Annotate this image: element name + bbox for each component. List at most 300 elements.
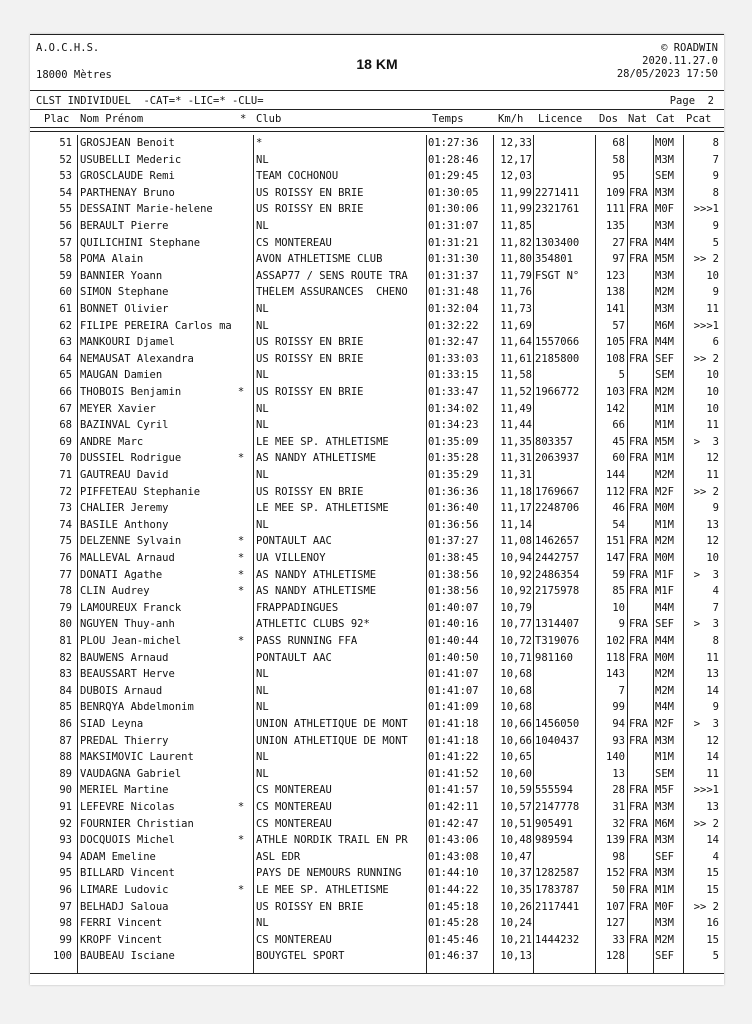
cell-pcat: >> 2 [693,485,719,498]
cell-pcat: 13 [706,801,719,813]
cell-cat: M1F [655,585,674,598]
cell-plac: 73 [59,502,72,515]
cell-temps: 01:29:45 [428,170,479,183]
cell-plac: 63 [59,336,72,349]
cell-nat: FRA [629,236,648,249]
column-headers [30,112,724,126]
cell-pcat: 10 [706,402,719,415]
cell-temps: 01:36:36 [428,485,479,498]
table-row [30,533,724,550]
cell-nat: FRA [629,452,648,465]
cell-nom: GAUTREAU David [80,469,169,481]
cell-temps: 01:32:22 [428,319,479,332]
cell-nom: BONNET Olivier [80,303,169,315]
table-row [30,351,724,368]
cell-nat: FRA [629,884,648,896]
cell-dos: 98 [612,850,625,863]
cell-kmh: 11,61 [500,352,532,365]
table-row [30,699,724,716]
cell-nom: MAKSIMOVIC Laurent [80,751,194,764]
results-sheet [30,34,724,985]
cell-cat: M6M [655,817,674,830]
cell-temps: 01:31:37 [428,269,479,282]
cell-kmh: 10,48 [500,834,532,847]
cell-club: LE MEE SP. ATHLETISME [256,502,389,515]
cell-kmh: 11,73 [500,303,532,315]
cell-nom: DUBOIS Arnaud [80,684,163,697]
cell-cat: M4M [655,635,674,647]
cell-pcat: 14 [706,751,719,764]
cell-pcat: 16 [706,917,719,930]
cell-dos: 112 [606,485,625,498]
cell-kmh: 11,79 [500,269,532,282]
cell-cat: M0M [655,137,674,149]
cell-club: US ROISSY EN BRIE [256,352,364,365]
cell-kmh: 11,99 [500,186,532,199]
table-row [30,417,724,434]
cell-licence: 1282587 [535,867,580,880]
cell-kmh: 11,08 [500,535,532,548]
cell-temps: 01:30:05 [428,186,479,199]
table-row [30,334,724,351]
cell-plac: 60 [59,286,72,299]
cell-cat: M4M [655,601,674,614]
cell-nom: PLOU Jean-michel [80,635,182,647]
cell-licence: 1040437 [535,734,580,747]
cell-plac: 77 [59,568,72,581]
col-club: Club [256,113,282,125]
cell-plac: 51 [59,137,72,149]
cell-club: CS MONTEREAU [256,236,332,249]
table-row [30,683,724,700]
cell-licence: 803357 [535,435,573,448]
cell-temps: 01:32:04 [428,303,479,315]
cell-nat: FRA [629,336,648,349]
cell-kmh: 10,26 [500,900,532,913]
filter-line: CLST INDIVIDUEL -CAT=* -LIC=* -CLU= [36,95,264,107]
cell-pcat: >> 2 [693,900,719,913]
cell-cat: M3M [655,917,674,930]
cell-pcat: 9 [712,502,719,515]
cell-club: AS NANDY ATHLETISME [256,452,377,465]
cell-dos: 58 [612,153,625,166]
cell-pcat: 12 [706,734,719,747]
cell-kmh: 11,17 [500,502,532,515]
cell-temps: 01:31:48 [428,286,479,299]
cell-star: * [237,884,245,896]
cell-licence: 1462657 [535,535,580,548]
cell-plac: 58 [59,253,72,266]
cell-plac: 82 [59,651,72,664]
cell-nat: FRA [629,834,648,847]
table-row [30,268,724,285]
cell-nom: ADAM Emeline [80,850,156,863]
cell-pcat: >>>1 [693,319,719,332]
cell-kmh: 12,17 [500,153,532,166]
cell-nom: LIMARE Ludovic [80,884,169,896]
cell-nat: FRA [629,734,648,747]
cell-pcat: 11 [706,767,719,780]
cell-nom: BAUBEAU Isciane [80,950,175,963]
cell-pcat: 10 [706,269,719,282]
cell-cat: M4M [655,336,674,349]
cell-temps: 01:40:07 [428,601,479,614]
cell-pcat: 11 [706,419,719,432]
cell-plac: 85 [59,701,72,714]
cell-licence: 1783787 [535,884,580,896]
cell-plac: 74 [59,518,72,531]
cell-nom: LEFEVRE Nicolas [80,801,175,813]
cell-cat: M1M [655,402,674,415]
cell-plac: 54 [59,186,72,199]
table-row [30,450,724,467]
cell-kmh: 11,35 [500,435,532,448]
cell-nom: CHALIER Jeremy [80,502,169,515]
cell-kmh: 10,66 [500,734,532,747]
cell-nom: ANDRE Marc [80,435,144,448]
cell-club: FRAPPADINGUES [256,601,339,614]
cell-temps: 01:38:56 [428,585,479,598]
cell-nat: FRA [629,485,648,498]
cell-club: UNION ATHLETIQUE DE MONT [256,718,408,730]
cell-cat: M1M [655,518,674,531]
cell-licence: 1314407 [535,618,580,631]
table-row [30,666,724,683]
table-row [30,832,724,849]
cell-pcat: >> 2 [693,817,719,830]
cell-plac: 71 [59,469,72,481]
cell-temps: 01:31:30 [428,253,479,266]
col-kmh: Km/h [498,113,524,125]
cell-plac: 61 [59,303,72,315]
cell-pcat: 5 [712,236,719,249]
header-rule [30,90,724,91]
cell-club: ASL EDR [256,850,301,863]
cell-kmh: 12,33 [500,137,532,149]
cell-nom: NGUYEN Thuy-anh [80,618,175,631]
cell-plac: 69 [59,435,72,448]
cell-nom: BASILE Anthony [80,518,169,531]
cell-temps: 01:41:22 [428,751,479,764]
cell-kmh: 11,80 [500,253,532,266]
cell-club: NL [256,684,269,697]
cell-club: PASS RUNNING FFA [256,635,358,647]
cell-dos: 128 [606,950,625,963]
cell-pcat: > 3 [693,618,719,631]
cell-kmh: 10,68 [500,668,532,681]
cell-nom: DOCQUOIS Michel [80,834,175,847]
cell-plac: 89 [59,767,72,780]
table-row [30,550,724,567]
cell-cat: M4M [655,236,674,249]
cell-nom: VAUDAGNA Gabriel [80,767,182,780]
cell-licence: 905491 [535,817,573,830]
cell-temps: 01:35:29 [428,469,479,481]
cell-temps: 01:41:09 [428,701,479,714]
cell-temps: 01:44:22 [428,884,479,896]
cell-plac: 76 [59,552,72,564]
cell-club: ATHLE NORDIK TRAIL EN PR [256,834,408,847]
cell-dos: 28 [612,784,625,797]
cell-nat: FRA [629,867,648,880]
table-row [30,633,724,650]
cell-temps: 01:46:37 [428,950,479,963]
cell-nom: FERRI Vincent [80,917,163,930]
cell-kmh: 10,47 [500,850,532,863]
cell-licence: 1966772 [535,386,580,398]
cell-temps: 01:28:46 [428,153,479,166]
cell-kmh: 10,57 [500,801,532,813]
cell-plac: 80 [59,618,72,631]
cell-plac: 99 [59,933,72,946]
cell-temps: 01:37:27 [428,535,479,548]
cell-pcat: 12 [706,452,719,465]
cell-nom: MANKOURI Djamel [80,336,175,349]
cell-kmh: 11,49 [500,402,532,415]
cell-kmh: 12,03 [500,170,532,183]
cell-nom: BELHADJ Saloua [80,900,169,913]
cell-club: US ROISSY EN BRIE [256,386,364,398]
cell-plac: 96 [59,884,72,896]
table-row [30,716,724,733]
cell-licence: 555594 [535,784,573,797]
cell-licence: 1444232 [535,933,580,946]
cell-club: CS MONTEREAU [256,933,332,946]
cell-club: ASSAP77 / SENS ROUTE TRA [256,269,408,282]
cell-dos: 85 [612,585,625,598]
table-row [30,467,724,484]
cell-star: * [237,585,245,598]
cell-dos: 93 [612,734,625,747]
table-row [30,384,724,401]
cell-cat: SEM [655,767,674,780]
cell-club: US ROISSY EN BRIE [256,203,364,216]
cell-pcat: 8 [712,137,719,149]
table-row [30,218,724,235]
cell-temps: 01:33:47 [428,386,479,398]
col-star: * [240,113,247,125]
cell-kmh: 11,69 [500,319,532,332]
cell-kmh: 10,35 [500,884,532,896]
cell-pcat: 9 [712,286,719,299]
cell-club: NL [256,767,269,780]
cell-pcat: 7 [712,153,719,166]
cell-cat: M3M [655,220,674,232]
cell-nat: FRA [629,900,648,913]
table-row [30,915,724,932]
cell-temps: 01:41:52 [428,767,479,780]
cell-licence: 2117441 [535,900,580,913]
cell-temps: 01:34:02 [428,402,479,415]
cell-club: NL [256,469,269,481]
cell-nom: LAMOUREUX Franck [80,601,182,614]
cell-nat: FRA [629,718,648,730]
cell-cat: M5F [655,784,674,797]
cell-kmh: 10,68 [500,701,532,714]
cell-nat: FRA [629,535,648,548]
cell-kmh: 10,65 [500,751,532,764]
cell-licence: 2248706 [535,502,580,515]
top-rule [30,34,724,35]
cell-dos: 141 [606,303,625,315]
cell-temps: 01:33:15 [428,369,479,382]
cell-dos: 10 [612,601,625,614]
cell-nom: CLIN Audrey [80,585,150,598]
cell-club: CS MONTEREAU [256,784,332,797]
cell-dos: 123 [606,269,625,282]
cell-dos: 32 [612,817,625,830]
cell-nom: PIFFETEAU Stephanie [80,485,201,498]
cell-temps: 01:31:07 [428,220,479,232]
cell-kmh: 11,31 [500,452,532,465]
cell-nat: FRA [629,186,648,199]
cell-nom: SIMON Stephane [80,286,169,299]
cell-club: THÉLEM ASSURANCES CHENO [256,286,408,299]
col-nom: Nom Prénom [80,113,144,125]
cell-dos: 111 [606,203,625,216]
cell-cat: SEM [655,170,674,183]
cell-club: NL [256,402,269,415]
cell-pcat: > 3 [693,718,719,730]
cell-kmh: 10,94 [500,552,532,564]
cell-temps: 01:42:47 [428,817,479,830]
cell-licence: 1303400 [535,236,580,249]
cell-dos: 152 [606,867,625,880]
cell-cat: M0M [655,651,674,664]
cell-plac: 93 [59,834,72,847]
cell-plac: 92 [59,817,72,830]
cell-plac: 67 [59,402,72,415]
cell-plac: 86 [59,718,72,730]
cell-plac: 100 [53,950,72,963]
table-row [30,301,724,318]
cell-cat: M2M [655,286,674,299]
cell-dos: 59 [612,568,625,581]
cell-kmh: 10,37 [500,867,532,880]
cell-plac: 64 [59,352,72,365]
cell-dos: 103 [606,386,625,398]
cell-plac: 56 [59,220,72,232]
cell-temps: 01:43:08 [428,850,479,863]
distance-label: 18000 Mètres [36,69,112,81]
table-row [30,500,724,517]
cell-licence: 354801 [535,253,573,266]
cell-cat: M1M [655,419,674,432]
cell-cat: SEF [655,352,674,365]
cell-cat: SEM [655,369,674,382]
cell-nom: SIAD Leyna [80,718,144,730]
cell-dos: 50 [612,884,625,896]
cell-licence: 2063937 [535,452,580,465]
cell-cat: M1M [655,452,674,465]
table-row [30,401,724,418]
cell-dos: 127 [606,917,625,930]
cell-temps: 01:41:18 [428,718,479,730]
cell-pcat: 10 [706,552,719,564]
cell-cat: M3M [655,186,674,199]
table-row [30,367,724,384]
cell-pcat: 15 [706,933,719,946]
table-row [30,135,724,152]
cell-pcat: 9 [712,701,719,714]
cell-nat: FRA [629,203,648,216]
cell-nat: FRA [629,933,648,946]
cell-dos: 7 [618,684,625,697]
cell-nom: DUSSIEL Rodrigue [80,452,182,465]
cell-licence: 2147778 [535,801,580,813]
cell-temps: 01:32:47 [428,336,479,349]
cell-dos: 27 [612,236,625,249]
cell-nat: FRA [629,635,648,647]
cell-cat: M2F [655,485,674,498]
cell-club: LE MEE SP. ATHLETISME [256,435,389,448]
cell-nat: FRA [629,552,648,564]
table-top-rule [30,131,724,132]
cell-kmh: 10,24 [500,917,532,930]
column-header-bottom-rule [30,127,724,128]
cell-cat: M3M [655,303,674,315]
cell-temps: 01:36:40 [428,502,479,515]
col-temps: Temps [432,113,464,125]
cell-dos: 151 [606,535,625,548]
cell-club: BOUYGTEL SPORT [256,950,345,963]
page-number: Page 2 [669,95,714,107]
cell-nom: DESSAINT Marie-helene [80,203,213,216]
cell-pcat: 15 [706,867,719,880]
cell-cat: M6M [655,319,674,332]
cell-temps: 01:40:16 [428,618,479,631]
cell-pcat: 13 [706,668,719,681]
cell-nom: FOURNIER Christian [80,817,194,830]
cell-dos: 107 [606,900,625,913]
col-dos: Dos [599,113,618,125]
cell-cat: M2M [655,933,674,946]
cell-cat: M2M [655,668,674,681]
table-row [30,782,724,799]
cell-kmh: 11,18 [500,485,532,498]
cell-cat: M2F [655,718,674,730]
cell-club: NL [256,701,269,714]
cell-club: US ROISSY EN BRIE [256,485,364,498]
cell-dos: 105 [606,336,625,349]
cell-kmh: 11,44 [500,419,532,432]
table-row [30,932,724,949]
cell-star: * [237,635,245,647]
cell-nom: BANNIER Yoann [80,269,163,282]
cell-pcat: 11 [706,303,719,315]
cell-plac: 84 [59,684,72,697]
cell-cat: M3M [655,269,674,282]
table-bottom-rule [30,973,724,974]
col-licence: Licence [538,113,583,125]
cell-kmh: 10,51 [500,817,532,830]
cell-dos: 140 [606,751,625,764]
cell-dos: 142 [606,402,625,415]
cell-nat: FRA [629,352,648,365]
cell-nat: FRA [629,253,648,266]
cell-plac: 95 [59,867,72,880]
cell-club: NL [256,917,269,930]
cell-cat: M2M [655,535,674,548]
cell-plac: 87 [59,734,72,747]
cell-nat: FRA [629,651,648,664]
cell-kmh: 10,79 [500,601,532,614]
cell-pcat: >>>1 [693,784,719,797]
cell-kmh: 10,59 [500,784,532,797]
cell-kmh: 10,60 [500,767,532,780]
cell-nom: PARTHENAY Bruno [80,186,175,199]
table-row [30,517,724,534]
